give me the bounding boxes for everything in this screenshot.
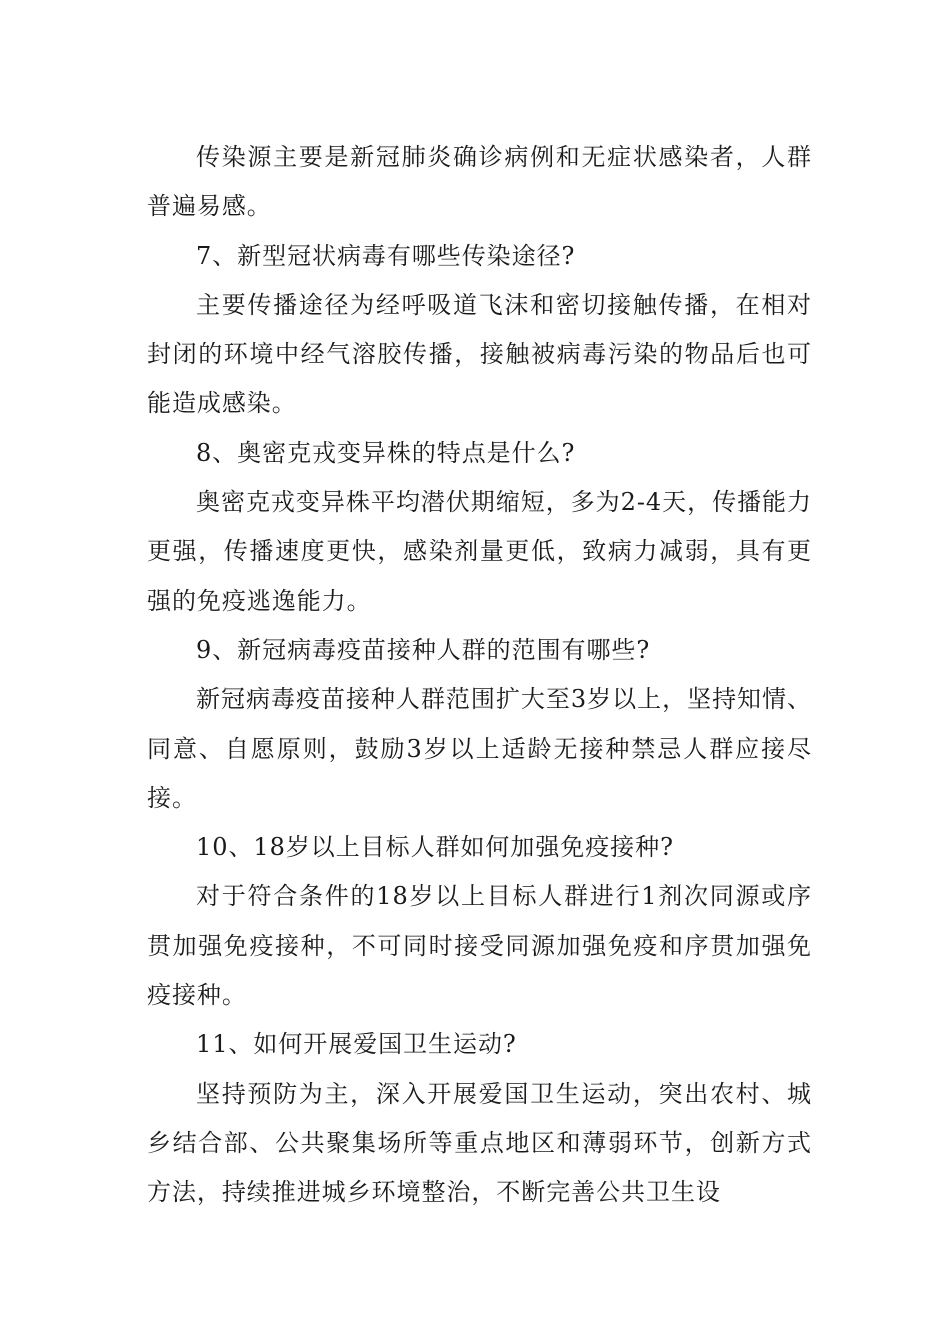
question-9-heading: 9、新冠病毒疫苗接种人群的范围有哪些? (196, 635, 651, 664)
question-10-heading: 10、18岁以上目标人群如何加强免疫接种? (196, 833, 674, 862)
question-7-heading: 7、新型冠状病毒有哪些传染途径? (196, 241, 576, 270)
answer-paragraph-10: 对于符合条件的18岁以上目标人群进行1剂次同源或序贯加强免疫接种，不可同时接受同源加强免疫和序贯加强免疫接种。 (147, 882, 812, 1010)
answer-paragraph-8: 奥密克戎变异株平均潜伏期缩短，多为2-4天，传播能力更强，传播速度更快，感染剂量更低，致病力减弱，具有更强的免疫逃逸能力。 (147, 488, 812, 615)
question-11-heading: 11、如何开展爱国卫生运动? (196, 1030, 517, 1059)
document-body (147, 133, 812, 1218)
answer-paragraph-11: 坚持预防为主，深入开展爱国卫生运动，突出农村、城乡结合部、公共聚集场所等重点地区和薄弱环节，创新方式方法，持续推进城乡环境整治，不断完善公共卫生设 (147, 1079, 812, 1207)
answer-paragraph-transmission-source: 传染源主要是新冠肺炎确诊病例和无症状感染者，人群普遍易感。 (147, 143, 812, 221)
answer-paragraph-9: 新冠病毒疫苗接种人群范围扩大至3岁以上，坚持知情、同意、自愿原则，鼓励3岁以上适龄无接种禁忌人群应接尽接。 (147, 685, 812, 812)
question-8-heading: 8、奥密克戎变异株的特点是什么? (196, 438, 576, 467)
answer-paragraph-7: 主要传播途径为经呼吸道飞沫和密切接触传播，在相对封闭的环境中经气溶胶传播，接触被病毒污染的物品后也可能造成感染。 (147, 290, 812, 418)
